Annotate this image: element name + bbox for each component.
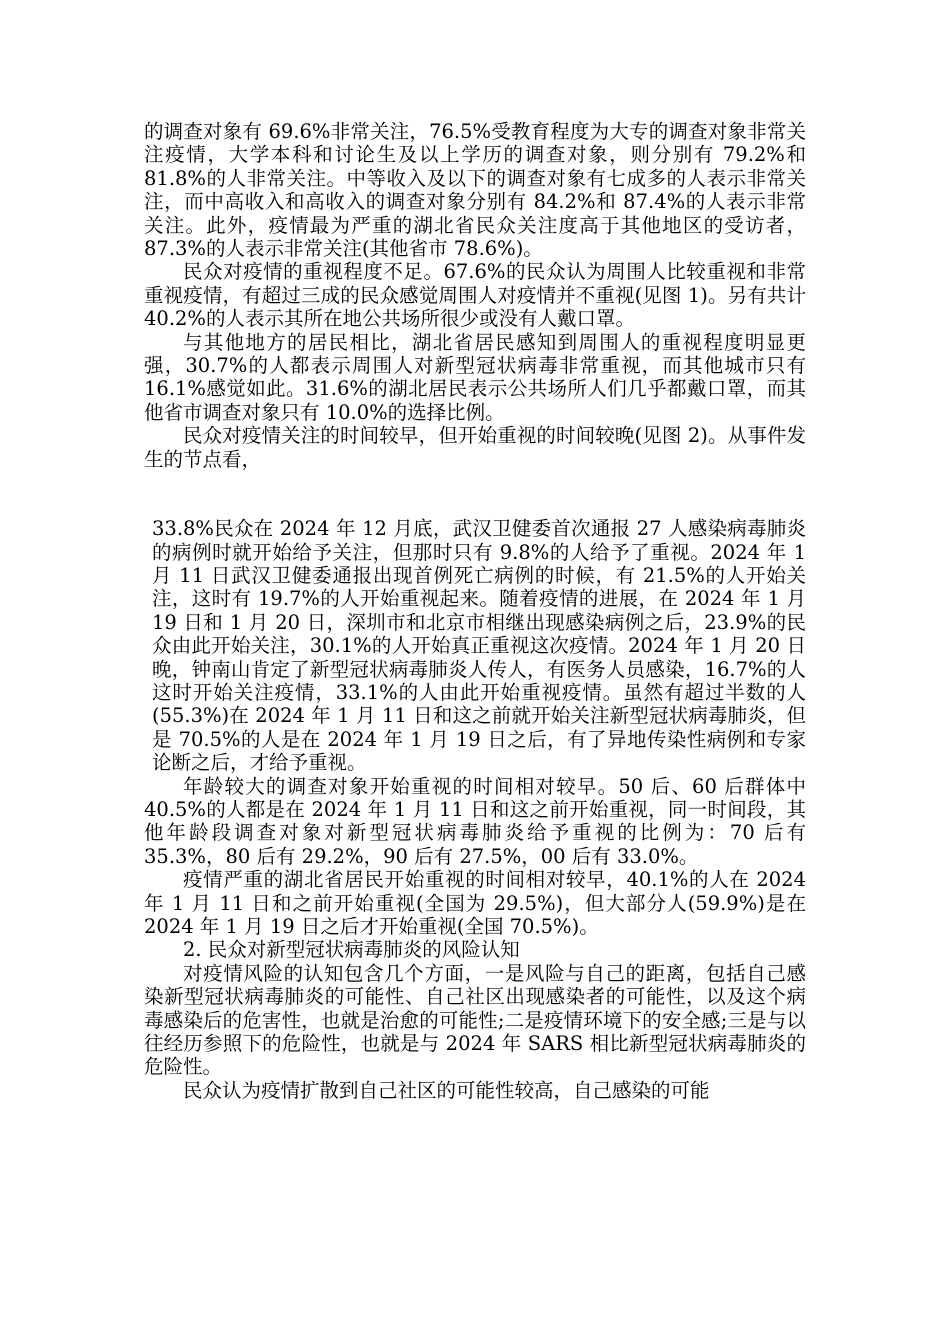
paragraph-insufficient-attention: 民众对疫情的重视程度不足。67.6%的民众认为周围人比较重视和非常重视疫情，有超过三成的民众感觉周围人对疫情并不重视(见图 1)。另有共计 40.2%的人表示其所在地公共场所很少或没有人戴口罩。 (144, 260, 806, 331)
paragraph-attention-by-group: 的调查对象有 69.6%非常关注，76.5%受教育程度为大专的调查对象非常关注疫情，大学本科和讨论生及以上学历的调查对象，则分别有 79.2%和 81.8%的人非常关注。中等收入及以下的调查对象有七成多的人表示非常关注，而中高收入和高收入的调查对象分别有 84.2%和 87.4%的人表示非常关注。此外，疫情最为严重的湖北省民众关注度高于其他地区的受访者，87.3%的人表示非常关注(其他省市 78.6%)。 (144, 120, 806, 261)
paragraph-timeline: 33.8%民众在 2024 年 12 月底，武汉卫健委首次通报 27 人感染病毒肺炎的病例时就开始给予关注，但那时只有 9.8%的人给予了重视。2024 年 1 月 11 日武汉卫健委通报出现首例死亡病例的时候，有 21.5%的人开始关注，这时有 19.7%的人开始重视起来。随着疫情的进展，在 2024 年 1 月 19 日和 1 月 20 日，深圳市和北京市相继出现感染病例之后，23.9%的民众由此开始关注，30.1%的人开始真正重视这次疫情。2024 年 1 月 20 日晚，钟南山肯定了新型冠状病毒肺炎人传人，有医务人员感染，16.7%的人这时开始关注疫情，33.1%的人由此开始重视疫情。虽然有超过半数的人(55.3%)在 2024 年 1 月 11 日和这之前就开始关注新型冠状病毒肺炎，但是 70.5%的人是在 2024 年 1 月 19 日之后，有了异地传染性病例和专家论断之后，才给予重视。 (152, 517, 806, 775)
paragraph-hubei-timing: 疫情严重的湖北省居民开始重视的时间相对较早，40.1%的人在 2024 年 1 月 11 日和之前开始重视(全国为 29.5%)，但大部分人(59.9%)是在 2024 年 1 月 19 日之后才开始重视(全国 70.5%)。 (144, 868, 806, 938)
paragraph-timing-intro: 民众对疫情关注的时间较早，但开始重视的时间较晚(见图 2)。从事件发生的节点看， (144, 424, 806, 471)
paragraph-gap (144, 471, 806, 517)
document-page (144, 120, 806, 1102)
paragraph-community-spread: 民众认为疫情扩散到自己社区的可能性较高，自己感染的可能 (183, 1078, 710, 1102)
paragraph-risk-aspects: 对疫情风险的认知包含几个方面，一是风险与自己的距离，包括自己感染新型冠状病毒肺炎的可能性、自己社区出现感染者的可能性，以及这个病毒感染后的危害性，也就是治愈的可能性;二是疫情环境下的安全感;三是与以往经历参照下的危险性，也就是与 2024 年 SARS 相比新型冠状病毒肺炎的危险性。 (144, 961, 806, 1079)
paragraph-hubei-comparison: 与其他地方的居民相比，湖北省居民感知到周围人的重视程度明显更强，30.7%的人都表示周围人对新型冠状病毒非常重视，而其他城市只有 16.1%感觉如此。31.6%的湖北居民表示公共场所人们几乎都戴口罩，而其他省市调查对象只有 10.0%的选择比例。 (144, 330, 806, 424)
section-heading-risk-perception: 2. 民众对新型冠状病毒肺炎的风险认知 (183, 938, 520, 962)
paragraph-age-groups: 年龄较大的调查对象开始重视的时间相对较早。50 后、60 后群体中 40.5%的人都是在 2024 年 1 月 11 日和这之前开始重视，同一时间段，其他年龄段调查对象对新型冠状病毒肺炎给予重视的比例为：70 后有 35.3%，80 后有 29.2%，90 后有 27.5%，00 后有 33.0%。 (144, 774, 806, 868)
